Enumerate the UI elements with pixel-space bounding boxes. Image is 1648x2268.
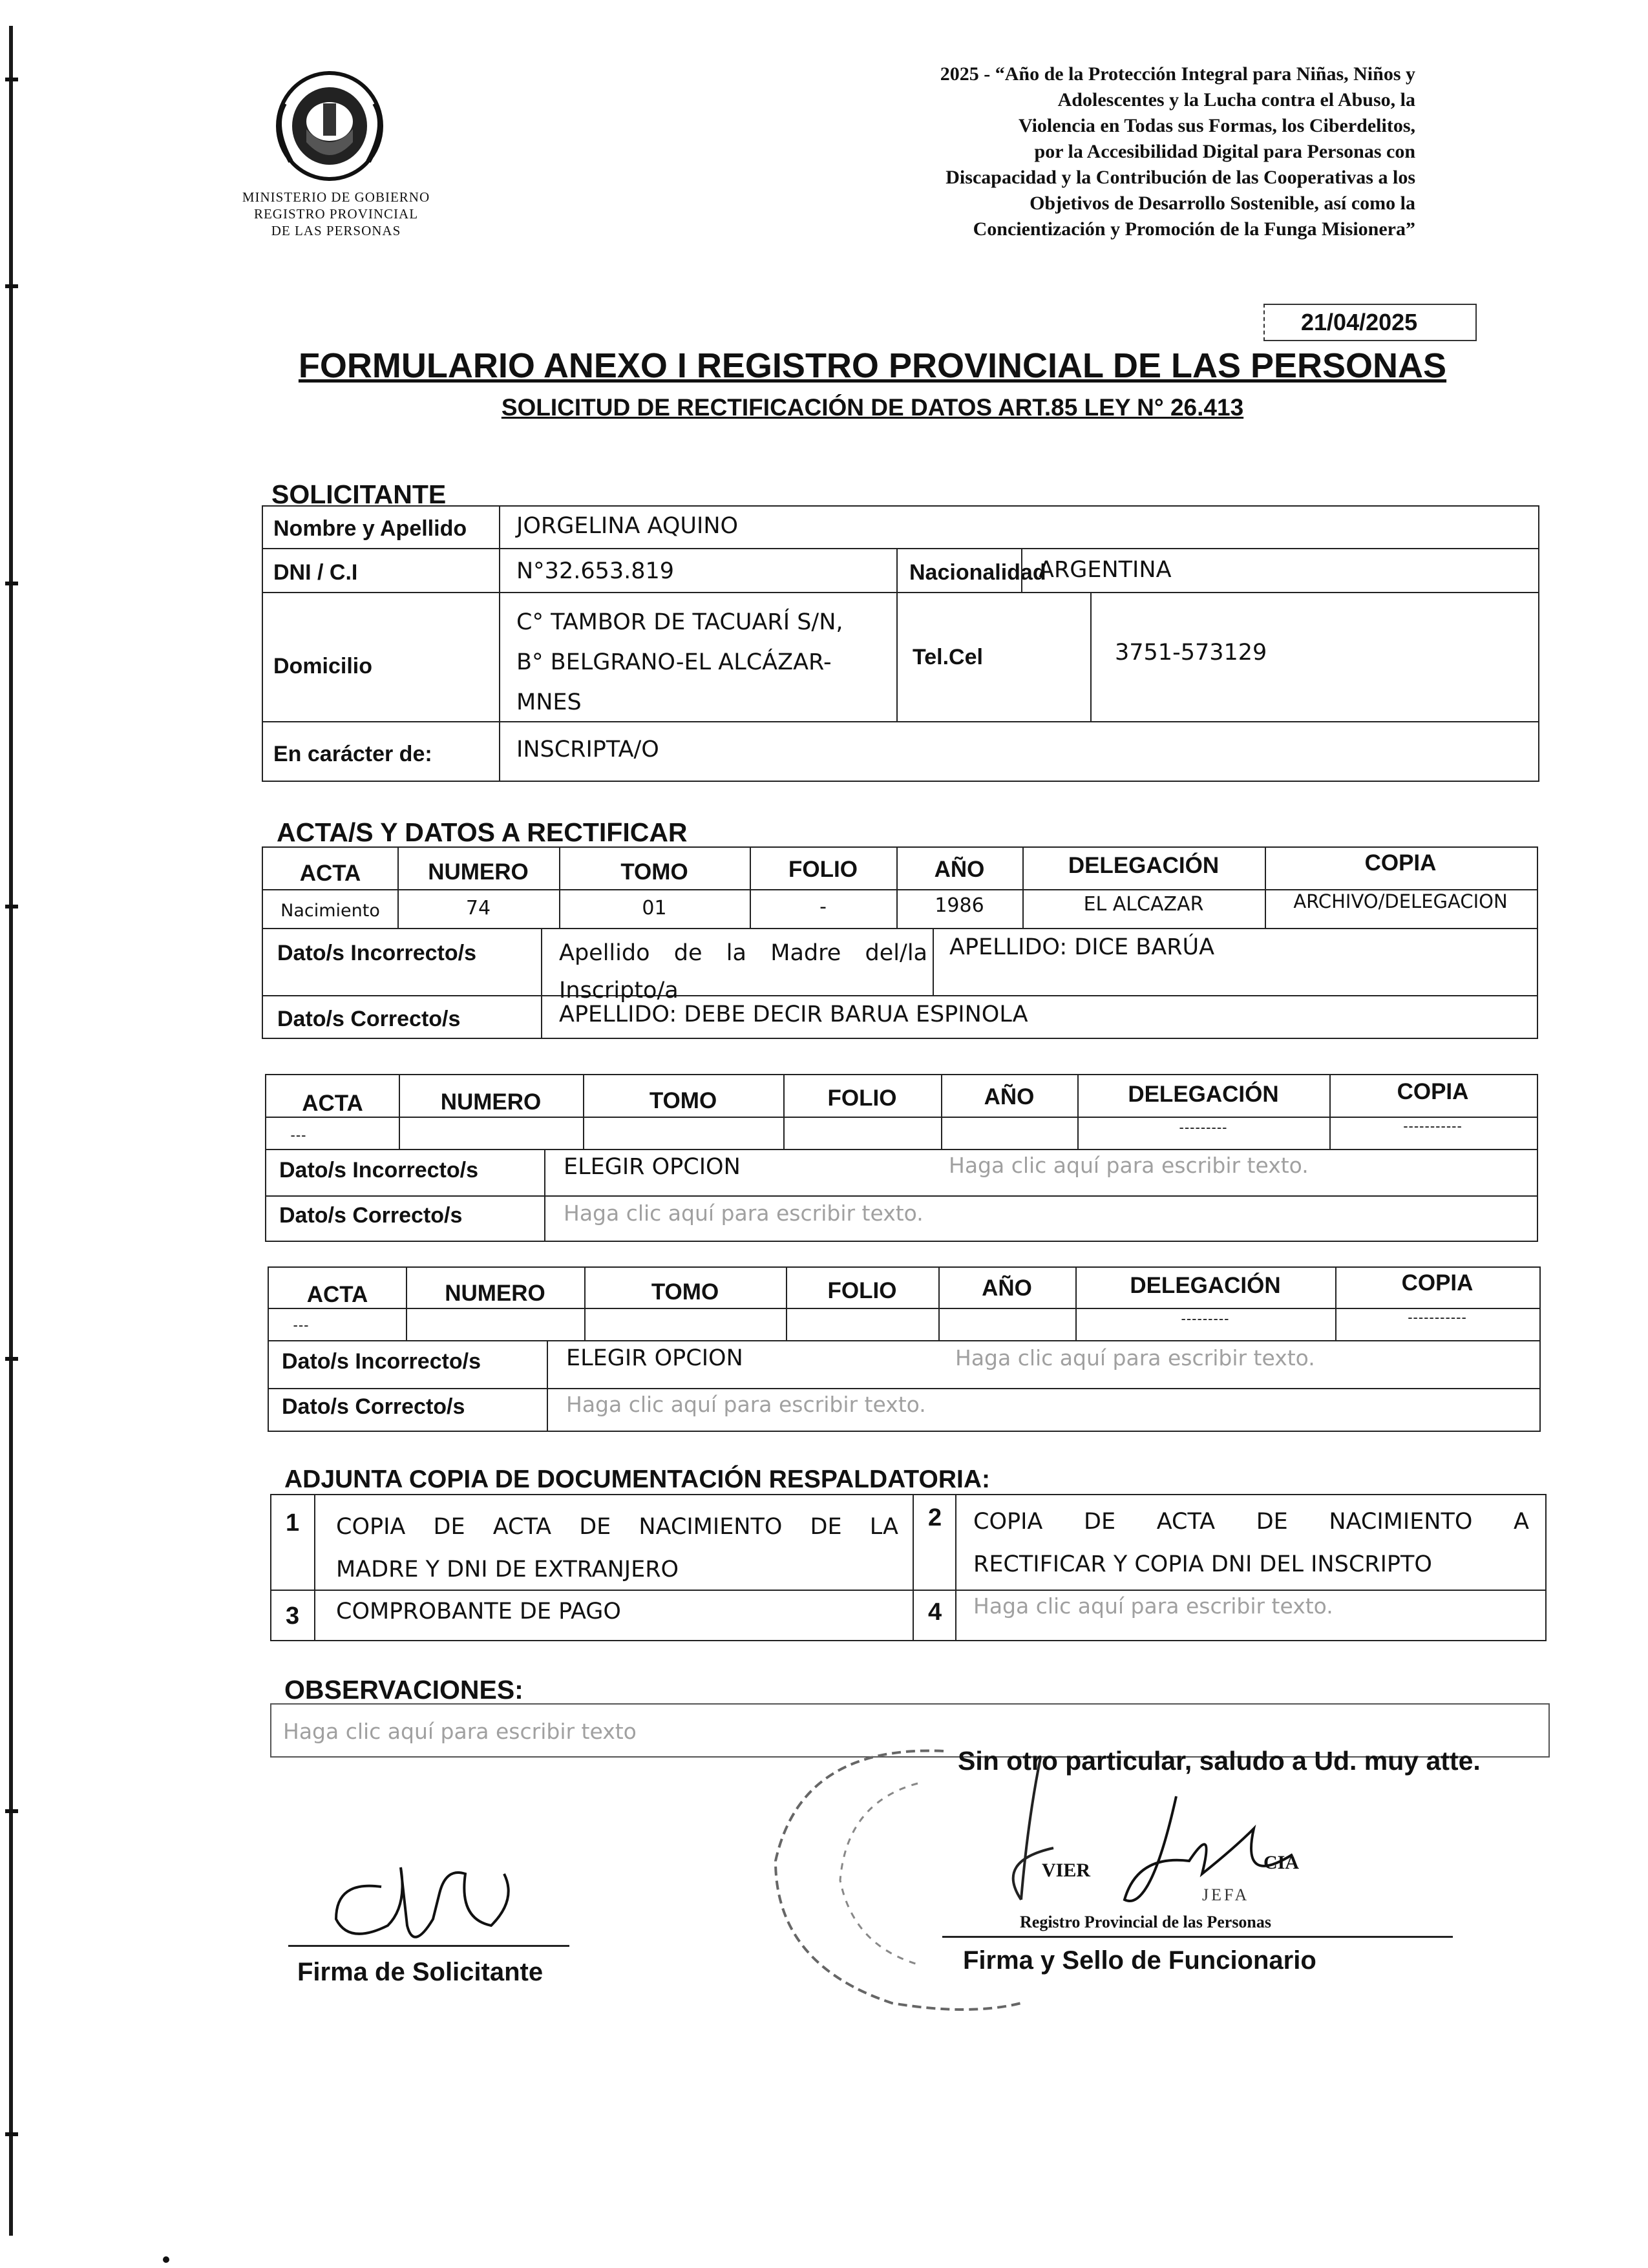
- copia-header: COPIA: [1397, 1079, 1469, 1104]
- scan-mark: [5, 284, 18, 288]
- doc-item-4[interactable]: Haga clic aquí para escribir texto.: [973, 1593, 1333, 1619]
- delegacion-value[interactable]: EL ALCAZAR: [1083, 893, 1204, 916]
- incorrect-field-select[interactable]: ELEGIR OPCION: [564, 1154, 741, 1180]
- copia-header: COPIA: [1401, 1270, 1474, 1296]
- acta-value[interactable]: ---: [290, 1127, 307, 1143]
- role-value[interactable]: INSCRIPTA/O: [516, 737, 659, 762]
- motto-line: Objetivos de Desarrollo Sostenible, así como la: [1030, 193, 1415, 214]
- delegacion-header: DELEGACIÓN: [1130, 1273, 1281, 1298]
- actas-heading: ACTA/S Y DATOS A RECTIFICAR: [277, 817, 688, 847]
- acta-value[interactable]: Nacimiento: [280, 901, 380, 921]
- role-label: En carácter de:: [273, 742, 432, 766]
- official-office: Registro Provincial de las Personas: [1020, 1913, 1272, 1931]
- address-line: MNES: [516, 689, 582, 715]
- applicant-signature-label: Firma de Solicitante: [297, 1958, 544, 1986]
- scan-edge: [9, 26, 13, 2236]
- nationality-value[interactable]: ARGENTINA: [1039, 557, 1172, 583]
- year-motto: [685, 61, 1415, 242]
- official-signature-line: [942, 1936, 1453, 1938]
- observaciones-heading: OBSERVACIONES:: [284, 1675, 523, 1705]
- provincial-seal-logo: [265, 65, 394, 187]
- delegacion-header: DELEGACIÓN: [1128, 1082, 1279, 1107]
- form-subtitle: SOLICITUD DE RECTIFICACIÓN DE DATOS ART.85 LEY N° 26.413: [501, 394, 1244, 421]
- doc-line: COPIA DE ACTA DE NACIMIENTO A: [973, 1509, 1529, 1535]
- doc-number: 4: [928, 1599, 942, 1626]
- correct-value[interactable]: Haga clic aquí para escribir texto.: [566, 1392, 926, 1417]
- anio-header: AÑO: [984, 1084, 1035, 1109]
- incorrect-value[interactable]: Haga clic aquí para escribir texto.: [955, 1345, 1315, 1370]
- scan-mark: [5, 2132, 18, 2136]
- motto-line: Concientización y Promoción de la Funga Misionera”: [973, 218, 1415, 240]
- incorrect-label: Dato/s Incorrecto/s: [277, 941, 476, 965]
- doc-number: 3: [286, 1602, 300, 1630]
- doc-item-1[interactable]: [336, 1506, 898, 1591]
- copia-value[interactable]: ARCHIVO/DELEGACION: [1293, 890, 1508, 912]
- date-value: 21/04/2025: [1301, 309, 1418, 335]
- copia-header: COPIA: [1364, 850, 1437, 876]
- incorrect-value[interactable]: APELLIDO: DICE BARÚA: [949, 934, 1215, 960]
- numero-header: NUMERO: [440, 1089, 542, 1115]
- official-signature-label: Firma y Sello de Funcionario: [963, 1946, 1316, 1975]
- ministry-line: REGISTRO PROVINCIAL: [253, 206, 419, 222]
- delegacion-header: DELEGACIÓN: [1068, 853, 1220, 878]
- scan-mark: [5, 78, 18, 81]
- acta-block-3: [268, 1266, 1541, 1432]
- adjunta-heading: ADJUNTA COPIA DE DOCUMENTACIÓN RESPALDATORIA:: [284, 1465, 990, 1493]
- phone-label: Tel.Cel: [913, 645, 983, 669]
- acta-block-1: [262, 846, 1538, 1039]
- doc-line: COPIA DE ACTA DE NACIMIENTO DE LA: [336, 1514, 898, 1540]
- applicant-signature-line: [288, 1945, 569, 1947]
- name-label: Nombre y Apellido: [273, 516, 467, 541]
- acta-header: ACTA: [306, 1282, 368, 1307]
- scan-mark: [163, 2256, 169, 2263]
- official-title: JEFA: [1202, 1885, 1250, 1904]
- numero-value[interactable]: 74: [465, 897, 491, 919]
- tomo-header: TOMO: [649, 1088, 717, 1113]
- motto-line: Adolescentes y la Lucha contra el Abuso, la: [1057, 89, 1415, 110]
- address-label: Domicilio: [273, 654, 373, 678]
- delegacion-value[interactable]: ---------: [1181, 1310, 1230, 1327]
- address-line: B° BELGRANO-EL ALCÁZAR-: [516, 649, 832, 675]
- correct-label: Dato/s Correcto/s: [282, 1394, 465, 1419]
- numero-header: NUMERO: [445, 1281, 545, 1306]
- scan-mark: [5, 905, 18, 908]
- anio-header: AÑO: [934, 857, 985, 882]
- nationality-label: Nacionalidad: [909, 560, 1046, 585]
- address-line: C° TAMBOR DE TACUARÍ S/N,: [516, 609, 843, 635]
- folio-value[interactable]: -: [819, 896, 827, 918]
- salutation: Sin otro particular, saludo a Ud. muy atte.: [958, 1746, 1481, 1776]
- motto-line: 2025 - “Año de la Protección Integral para Niñas, Niños y: [940, 63, 1415, 85]
- doc-line: RECTIFICAR Y COPIA DNI DEL INSCRIPTO: [973, 1551, 1432, 1577]
- motto-line: Discapacidad y la Contribución de las Cooperativas a los: [945, 167, 1415, 188]
- ministry-line: MINISTERIO DE GOBIERNO: [242, 189, 430, 205]
- official-name-a: VIER: [1042, 1860, 1091, 1881]
- scan-mark: [5, 582, 18, 585]
- correct-value[interactable]: APELLIDO: DEBE DECIR BARUA ESPINOLA: [559, 1002, 1028, 1027]
- official-name-b: CIA: [1263, 1852, 1300, 1873]
- doc-item-2[interactable]: [973, 1500, 1529, 1586]
- folio-header: FOLIO: [827, 1086, 897, 1111]
- scan-mark: [5, 1357, 18, 1361]
- acta-value[interactable]: ---: [293, 1317, 310, 1333]
- folio-header: FOLIO: [827, 1278, 897, 1303]
- correct-label: Dato/s Correcto/s: [279, 1203, 463, 1228]
- incorrect-field-select[interactable]: ELEGIR OPCION: [566, 1345, 743, 1371]
- incorrect-label: Dato/s Incorrecto/s: [282, 1349, 481, 1374]
- doc-number: 2: [928, 1504, 942, 1531]
- address-value[interactable]: [516, 602, 843, 722]
- folio-header: FOLIO: [788, 857, 858, 882]
- observaciones-value: Haga clic aquí para escribir texto: [283, 1719, 637, 1744]
- doc-number: 1: [286, 1509, 300, 1537]
- ministry-block: [213, 189, 459, 239]
- acta-header: ACTA: [302, 1091, 363, 1116]
- phone-value[interactable]: 3751-573129: [1115, 640, 1267, 666]
- acta-block-2: [265, 1074, 1538, 1242]
- anio-header: AÑO: [982, 1276, 1032, 1301]
- anio-value[interactable]: 1986: [935, 894, 984, 917]
- incorrect-label: Dato/s Incorrecto/s: [279, 1158, 478, 1182]
- date-field[interactable]: [1263, 304, 1477, 341]
- copia-value[interactable]: -----------: [1403, 1118, 1463, 1134]
- name-value[interactable]: JORGELINA AQUINO: [516, 513, 739, 539]
- solicitante-table: [262, 505, 1539, 782]
- tomo-header: TOMO: [620, 859, 688, 885]
- dni-label: DNI / C.I: [273, 560, 358, 585]
- dni-value[interactable]: N°32.653.819: [516, 558, 675, 584]
- acta-header: ACTA: [299, 861, 361, 886]
- form-title: FORMULARIO ANEXO I REGISTRO PROVINCIAL DE LAS PERSONAS: [298, 346, 1447, 385]
- motto-line: Violencia en Todas sus Formas, los Ciberdelitos,: [1019, 115, 1415, 136]
- delegacion-value[interactable]: ---------: [1179, 1119, 1228, 1135]
- doc-item-3[interactable]: COMPROBANTE DE PAGO: [336, 1599, 621, 1624]
- doc-line: MADRE Y DNI DE EXTRANJERO: [336, 1557, 679, 1582]
- scan-mark: [5, 1809, 18, 1813]
- numero-header: NUMERO: [428, 859, 529, 885]
- incorrect-field[interactable]: Apellido de la Madre del/la Inscripto/a: [559, 940, 927, 1003]
- correct-label: Dato/s Correcto/s: [277, 1007, 461, 1031]
- solicitante-heading: SOLICITANTE: [271, 479, 447, 509]
- tomo-header: TOMO: [651, 1279, 719, 1305]
- copia-value[interactable]: -----------: [1408, 1309, 1467, 1325]
- tomo-value[interactable]: 01: [642, 897, 667, 919]
- correct-value[interactable]: Haga clic aquí para escribir texto.: [564, 1201, 924, 1226]
- ministry-line: DE LAS PERSONAS: [271, 223, 401, 238]
- motto-line: por la Accesibilidad Digital para Personas con: [1034, 141, 1415, 162]
- adjunta-table: [270, 1494, 1547, 1641]
- incorrect-value[interactable]: Haga clic aquí para escribir texto.: [949, 1153, 1309, 1178]
